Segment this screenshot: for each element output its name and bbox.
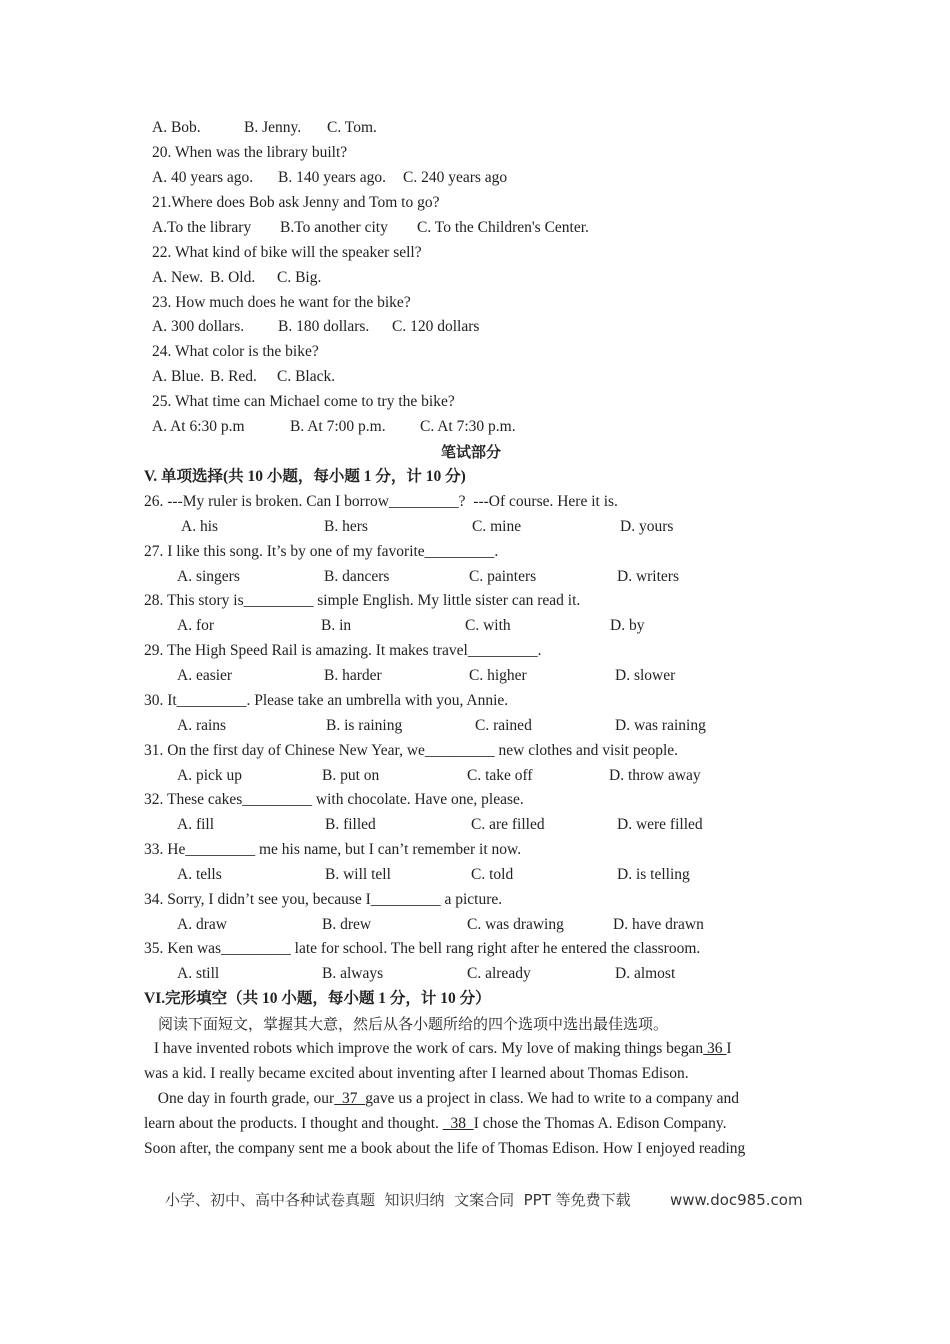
q29-stem: 29. The High Speed Rail is amazing. It makes travel_________. <box>144 642 542 659</box>
q33-stem: 33. He_________ me his name, but I can’t remember it now. <box>144 841 522 858</box>
passage-text: I have invented robots which improve the work of cars. My love of making things began <box>150 1040 704 1057</box>
q22-option-c: C. Big. <box>277 269 322 286</box>
q23-option-b: B. 180 dollars. <box>278 318 370 335</box>
q21-option-b: B.To another city <box>280 219 388 236</box>
q31-option-d: D. throw away <box>609 767 701 784</box>
q25-option-b: B. At 7:00 p.m. <box>290 418 386 435</box>
blank-37: 37 <box>334 1090 366 1107</box>
q34-option-c: C. was drawing <box>467 916 564 933</box>
q32-option-d: D. were filled <box>617 816 703 833</box>
q25-option-a: A. At 6:30 p.m <box>152 418 245 435</box>
q24-option-c: C. Black. <box>277 368 336 385</box>
q26-stem: 26. ---My ruler is broken. Can I borrow_________? ---Of course. Here it is. <box>144 493 618 510</box>
q21-option-c: C. To the Children's Center. <box>417 219 589 236</box>
q35-option-a: A. still <box>177 965 220 982</box>
q31-option-b: B. put on <box>322 767 380 784</box>
q35-option-d: D. almost <box>615 965 676 982</box>
q30-stem: 30. It_________. Please take an umbrella with you, Annie. <box>144 692 509 709</box>
passage-line-1 <box>150 1039 732 1059</box>
q33-option-d: D. is telling <box>617 866 690 883</box>
passage-text: learn about the products. I thought and thought. <box>144 1115 443 1132</box>
section-vi-heading: VI.完形填空（共 10 小题，每小题 1 分，计 10 分） <box>144 990 491 1007</box>
passage-line-3 <box>150 1089 739 1109</box>
q31-option-c: C. take off <box>467 767 533 784</box>
q26-option-c: C. mine <box>472 518 522 535</box>
q27-option-d: D. writers <box>617 568 679 585</box>
q20-option-a: A. 40 years ago. <box>152 169 254 186</box>
q34-option-a: A. draw <box>177 916 227 933</box>
q35-stem: 35. Ken was_________ late for school. The bell rang right after he entered the classroom. <box>144 940 701 957</box>
q25-option-c: C. At 7:30 p.m. <box>420 418 516 435</box>
q27-option-a: A. singers <box>177 568 240 585</box>
q26-option-d: D. yours <box>620 518 674 535</box>
q33-option-c: C. told <box>471 866 514 883</box>
q22-option-b: B. Old. <box>210 269 256 286</box>
q26-option-a: A. his <box>181 518 219 535</box>
blank-36: 36 <box>703 1040 727 1057</box>
q19-option-a: A. Bob. <box>152 119 201 136</box>
q19-option-c: C. Tom. <box>327 119 377 136</box>
q30-option-a: A. rains <box>177 717 227 734</box>
passage-text: One day in fourth grade, our <box>150 1090 335 1107</box>
q25-stem: 25. What time can Michael come to try the bike? <box>152 393 455 410</box>
q24-option-b: B. Red. <box>210 368 257 385</box>
q34-stem: 34. Sorry, I didn’t see you, because I_________ a picture. <box>144 891 503 908</box>
q27-option-c: C. painters <box>469 568 537 585</box>
blank-38: 38 <box>442 1115 474 1132</box>
q20-stem: 20. When was the library built? <box>152 144 348 161</box>
q20-option-c: C. 240 years ago <box>403 169 508 186</box>
q23-stem: 23. How much does he want for the bike? <box>152 294 411 311</box>
q21-stem: 21.Where does Bob ask Jenny and Tom to go? <box>152 194 440 211</box>
q24-option-a: A. Blue. <box>152 368 205 385</box>
q30-option-c: C. rained <box>475 717 532 734</box>
passage-text: I <box>726 1040 732 1057</box>
footer-text: 小学、初中、高中各种试卷真题 知识归纳 文案合同 PPT 等免费下载 <box>165 1191 631 1209</box>
q30-option-b: B. is raining <box>326 717 403 734</box>
q22-stem: 22. What kind of bike will the speaker sell? <box>152 244 422 261</box>
q32-option-a: A. fill <box>177 816 215 833</box>
q31-stem: 31. On the first day of Chinese New Year, we_________ new clothes and visit people. <box>144 742 679 759</box>
q23-option-a: A. 300 dollars. <box>152 318 245 335</box>
q24-stem: 24. What color is the bike? <box>152 343 319 360</box>
q27-stem: 27. I like this song. It’s by one of my favorite_________. <box>144 543 499 560</box>
q28-option-c: C. with <box>465 617 511 634</box>
passage-line-4 <box>144 1114 726 1134</box>
q28-option-b: B. in <box>321 617 352 634</box>
passage-line-2: was a kid. I really became excited about inventing after I learned about Thomas Edison. <box>144 1065 689 1082</box>
passage-text: I chose the Thomas A. Edison Company. <box>473 1115 727 1132</box>
section-vi-instruction: 阅读下面短文，掌握其大意，然后从各小题所给的四个选项中选出最佳选项。 <box>158 1015 669 1033</box>
q30-option-d: D. was raining <box>615 717 706 734</box>
q32-option-b: B. filled <box>325 816 376 833</box>
q35-option-c: C. already <box>467 965 531 982</box>
footer-url: www.doc985.com <box>670 1191 803 1209</box>
q22-option-a: A. New. <box>152 269 204 286</box>
q27-option-b: B. dancers <box>324 568 390 585</box>
q35-option-b: B. always <box>322 965 384 982</box>
q29-option-a: A. easier <box>177 667 233 684</box>
q28-option-d: D. by <box>610 617 645 634</box>
q28-option-a: A. for <box>177 617 215 634</box>
passage-text: gave us a project in class. We had to write to a company and <box>365 1090 740 1107</box>
q33-option-a: A. tells <box>177 866 222 883</box>
q31-option-a: A. pick up <box>177 767 243 784</box>
q32-option-c: C. are filled <box>471 816 545 833</box>
q32-stem: 32. These cakes_________ with chocolate. Have one, please. <box>144 791 524 808</box>
written-part-title: 笔试部分 <box>441 443 502 461</box>
q29-option-b: B. harder <box>324 667 382 684</box>
q33-option-b: B. will tell <box>325 866 391 883</box>
q29-option-d: D. slower <box>615 667 676 684</box>
q29-option-c: C. higher <box>469 667 527 684</box>
q26-option-b: B. hers <box>324 518 368 535</box>
q21-option-a: A.To the library <box>152 219 252 236</box>
q28-stem: 28. This story is_________ simple English. My little sister can read it. <box>144 592 581 609</box>
q23-option-c: C. 120 dollars <box>392 318 480 335</box>
q34-option-b: B. drew <box>322 916 372 933</box>
section-v-heading: V. 单项选择(共 10 小题，每小题 1 分，计 10 分) <box>144 468 466 485</box>
q19-option-b: B. Jenny. <box>244 119 302 136</box>
q34-option-d: D. have drawn <box>613 916 704 933</box>
passage-line-5: Soon after, the company sent me a book about the life of Thomas Edison. How I enjoyed reading <box>144 1140 746 1157</box>
q20-option-b: B. 140 years ago. <box>278 169 387 186</box>
